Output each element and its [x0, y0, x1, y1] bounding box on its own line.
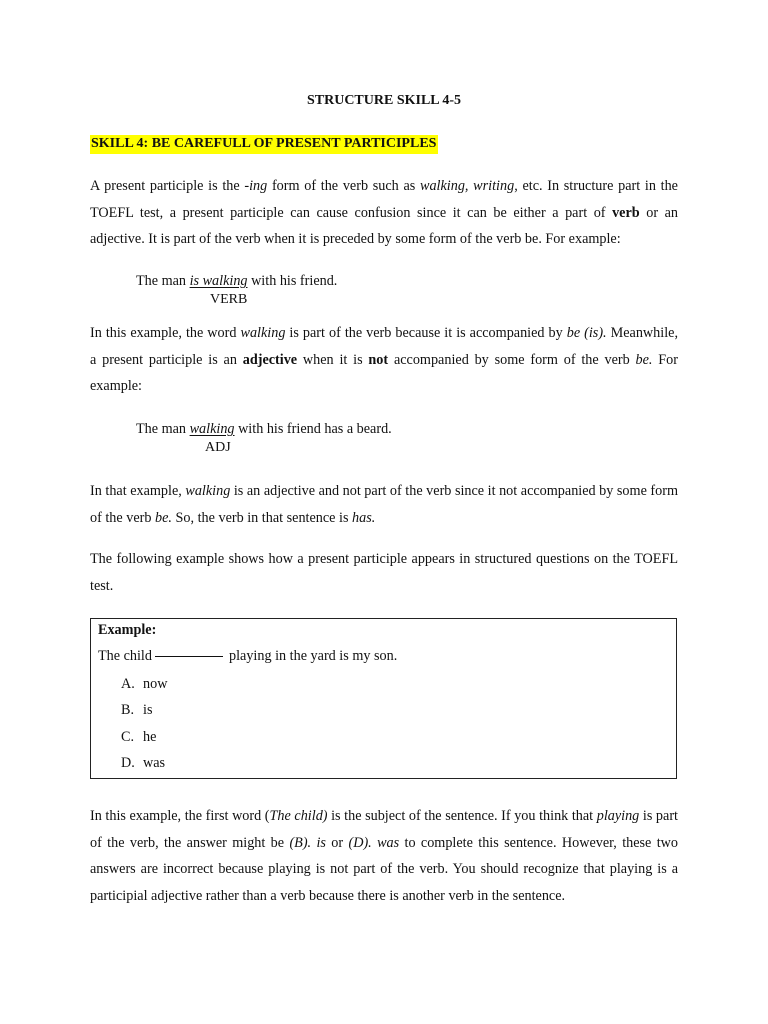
italic-text: (B). is [289, 834, 326, 851]
italic-text: playing [596, 808, 640, 824]
option-letter: B. [121, 702, 135, 719]
option-letter: C. [121, 728, 135, 745]
paragraph-adjective-explanation [90, 478, 678, 531]
option-text: now [143, 676, 168, 692]
question-end: playing in the yard is my son. [228, 648, 398, 664]
answer-blank [155, 656, 223, 657]
bold-text: adjective [242, 351, 298, 368]
example-label: Example: [98, 622, 157, 638]
text: Meanwhile, a present participle is an [90, 325, 678, 368]
text: The man [136, 273, 190, 289]
option-b [121, 700, 167, 726]
page-title: STRUCTURE SKILL 4-5 [306, 93, 462, 108]
example-question [98, 648, 397, 665]
italic-text: walking [240, 325, 286, 341]
answer-options [121, 674, 167, 779]
adjective-label: ADJ [205, 440, 231, 455]
example-sentence-adjective [136, 420, 392, 438]
option-text: he [143, 728, 157, 745]
text: when it is [297, 351, 369, 368]
option-text: is [143, 702, 153, 719]
text: or an adjective. It is part of the verb when it is preceded by some form of the verb be. For example: [90, 204, 678, 247]
underlined-verb: is walking [189, 273, 248, 289]
italic-text: walking [185, 483, 231, 499]
text: is part of the verb because it is accompanied by [285, 325, 567, 341]
option-d [121, 753, 167, 779]
bold-text: not [368, 351, 389, 368]
bold-text: verb [612, 204, 640, 221]
text: form of the verb such as [267, 178, 420, 194]
text: , etc. In structure part in the TOEFL test, a present participle can cause confusion since it can be either a part of [90, 178, 678, 221]
option-text: was [143, 754, 166, 771]
italic-text: be. [635, 351, 653, 368]
text: with his friend has a beard. [234, 421, 392, 437]
question-start: The child [98, 648, 152, 664]
text: is the subject of the sentence. If you think that [327, 808, 597, 824]
underlined-adjective: walking [189, 421, 235, 437]
paragraph-verb-explanation [90, 320, 678, 400]
option-letter: A. [121, 676, 135, 692]
paragraph-answer-explanation [90, 803, 678, 909]
text: The man [136, 421, 190, 437]
italic-text: (D). was [348, 834, 400, 851]
option-a [121, 674, 167, 700]
text: A present participle is the [90, 178, 245, 194]
italic-text: walking, writing [420, 178, 515, 194]
paragraph-following-example: The following example shows how a present participle appears in structured questions on the TOEFL test. [90, 551, 678, 594]
text: So, the verb in that sentence is [171, 509, 353, 526]
skill-heading-highlighted: SKILL 4: BE CAREFULL OF PRESENT PARTICIPLES [90, 135, 438, 154]
text: to complete this sentence. However, these two answers are incorrect because playing is not part of the verb. You should recognize that playing is a participial adjective rather than a verb because there is another verb in the sentence. [90, 834, 678, 904]
italic-text: be. [155, 509, 172, 526]
option-c [121, 727, 167, 753]
text: with his friend. [247, 273, 338, 289]
text: In this example, the first word ( [90, 808, 270, 824]
text: is part of the verb, the answer might be [90, 808, 678, 851]
text: is an adjective and not part of the verb since it not accompanied by some form of the verb [90, 483, 678, 526]
paragraph-intro [90, 173, 678, 253]
example-question-box [90, 618, 677, 779]
italic-text: be (is). [566, 325, 607, 341]
text: accompanied by some form of the verb [388, 351, 636, 368]
option-letter: D. [121, 754, 135, 771]
text: In this example, the word [90, 325, 241, 341]
text: In that example, [90, 483, 186, 499]
italic-text: -ing [244, 178, 268, 194]
verb-label: VERB [210, 292, 248, 307]
text: or [325, 834, 349, 851]
text: For example: [90, 351, 678, 394]
italic-text: has. [352, 509, 376, 526]
italic-text: The child) [269, 808, 328, 824]
example-sentence-verb [136, 272, 337, 290]
